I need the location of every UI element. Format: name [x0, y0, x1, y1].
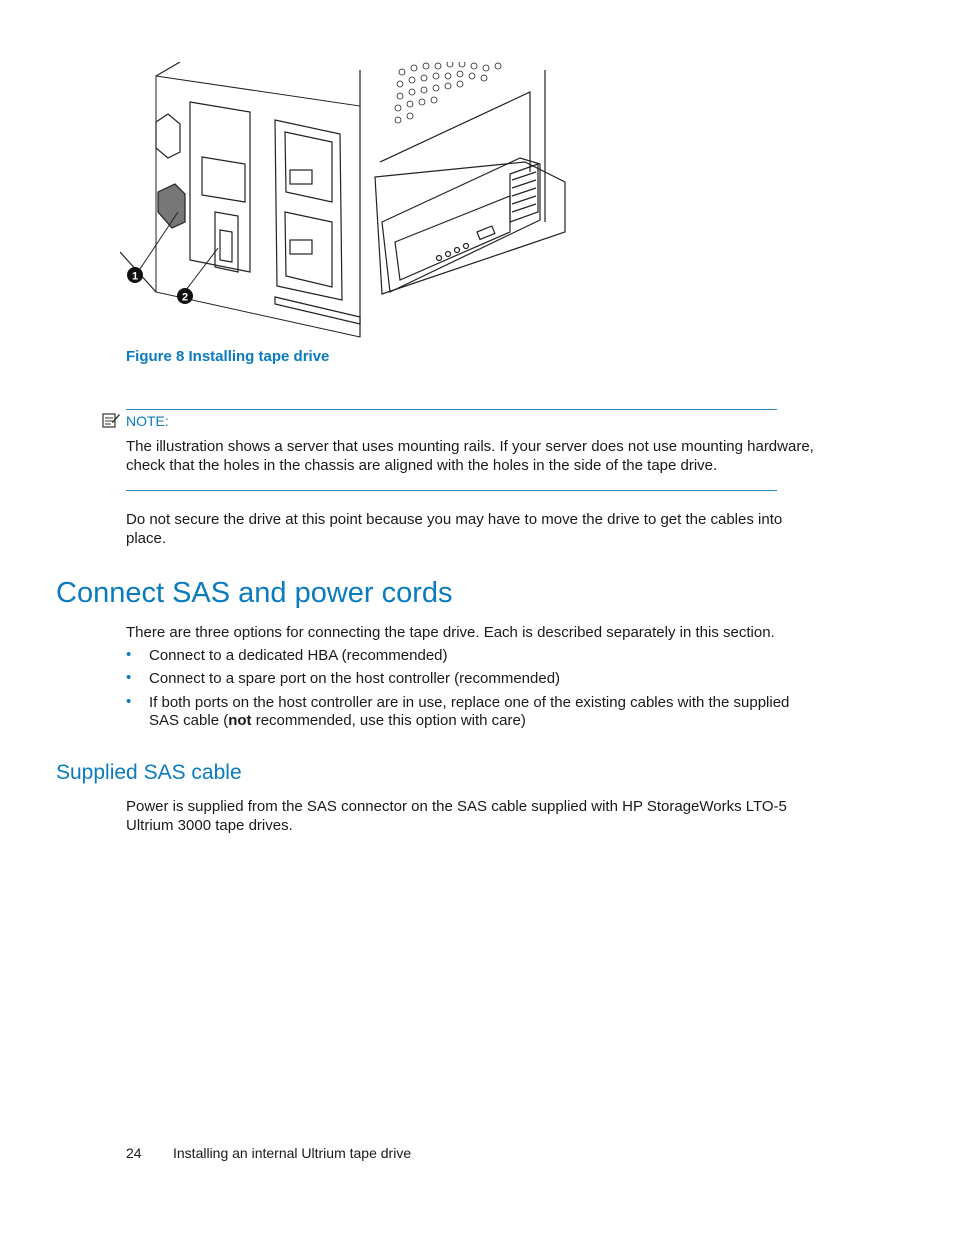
callout-1	[127, 267, 143, 283]
tape-drive-installation-illustration	[120, 62, 570, 342]
footer-title: Installing an internal Ultrium tape drive	[173, 1145, 412, 1161]
svg-text:1: 1	[131, 270, 139, 283]
svg-text:2: 2	[181, 291, 189, 304]
note-top-rule	[126, 409, 777, 410]
bullet-item-2: Connect to a spare port on the host controller (recommended)	[149, 670, 561, 687]
bullet-marker: •	[126, 646, 132, 663]
supplied-cable-line-2: Ultrium 3000 tape drives.	[126, 817, 293, 834]
note-icon	[102, 412, 120, 428]
section-heading-connect-sas: Connect SAS and power cords	[56, 577, 453, 609]
bullet-item-3-line-2: SAS cable (not recommended, use this option with care)	[149, 712, 526, 729]
note-bottom-rule	[126, 490, 777, 491]
note-text-line-1: The illustration shows a server that uses mounting rails. If your server does not use mounting hardware,	[126, 438, 814, 455]
paragraph-line-2: place.	[126, 530, 167, 547]
bullet-item-1: Connect to a dedicated HBA (recommended)	[149, 647, 448, 664]
bullet-marker: •	[126, 669, 132, 686]
paragraph-line-1: Do not secure the drive at this point because you may have to move the drive to get the cables into	[126, 511, 783, 528]
figure-caption: Figure 8 Installing tape drive	[126, 348, 330, 365]
supplied-cable-line-1: Power is supplied from the SAS connector on the SAS cable supplied with HP StorageWorks LTO-5	[126, 798, 787, 815]
note-label: NOTE:	[126, 413, 169, 429]
section-heading-supplied-sas-cable: Supplied SAS cable	[56, 761, 242, 784]
callout-2	[177, 288, 193, 304]
bullet-marker: •	[126, 693, 132, 710]
note-text-line-2: check that the holes in the chassis are aligned with the holes in the side of the tape drive.	[126, 457, 718, 474]
bullet-item-3-line-1: If both ports on the host controller are in use, replace one of the existing cables with the supplied	[149, 694, 790, 711]
section-intro: There are three options for connecting the tape drive. Each is described separately in this section.	[126, 624, 775, 641]
page-number: 24	[126, 1145, 142, 1161]
